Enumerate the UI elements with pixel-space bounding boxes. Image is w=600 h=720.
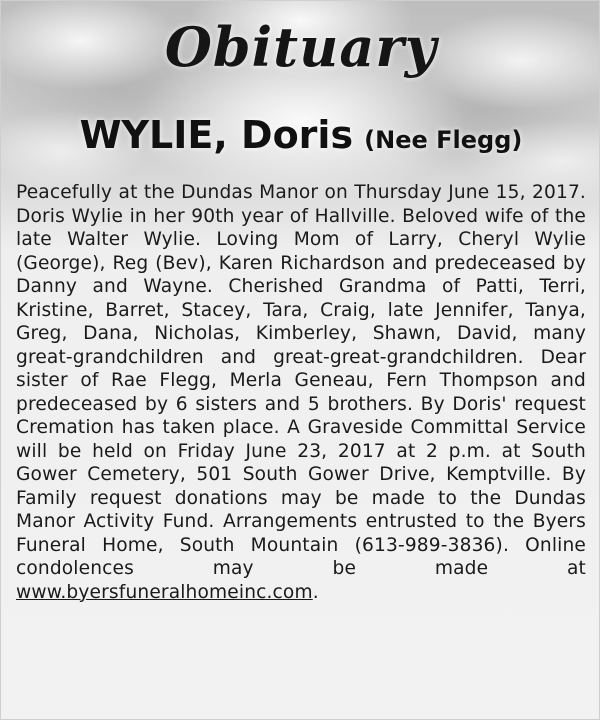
obituary-body <box>16 181 586 604</box>
obituary-body-text: Peacefully at the Dundas Manor on Thursday June 15, 2017. Doris Wylie in her 90th year of Hallville. Beloved wife of the late Walter Wylie. Loving Mom of Larry, Cheryl Wylie (George), Reg (Bev), Karen Richardson and predeceased by Danny and Wayne. Cherished Grandma of Patti, Terri, Kristine, Barret, Stacey, Tara, Craig, late Jennifer, Tanya, Greg, Dana, Nicholas, Kimberley, Shawn, David, many great-grandchildren and great-great-grandchildren. Dear sister of Rae Flegg, Merla Geneau, Fern Thompson and predeceased by 6 sisters and 5 brothers. By Doris' request Cremation has taken place. A Graveside Committal Service will be held on Friday June 23, 2017 at 2 p.m. at South Gower Cemetery, 501 South Gower Drive, Kemptville. By Family request donations may be made to the Dundas Manor Activity Fund. Arrangements entrusted to the Byers Funeral Home, South Mountain (613-989-3836). Online condolences may be made at <box>16 182 586 579</box>
maiden-name: (Nee Flegg) <box>364 126 523 154</box>
deceased-name: WYLIE, Doris <box>79 113 354 157</box>
closing-period: . <box>312 581 319 603</box>
funeral-home-website-link[interactable]: www.byersfuneralhomeinc.com <box>16 581 313 603</box>
deceased-name-line <box>1 113 600 157</box>
obituary-heading: Obituary <box>164 15 438 79</box>
